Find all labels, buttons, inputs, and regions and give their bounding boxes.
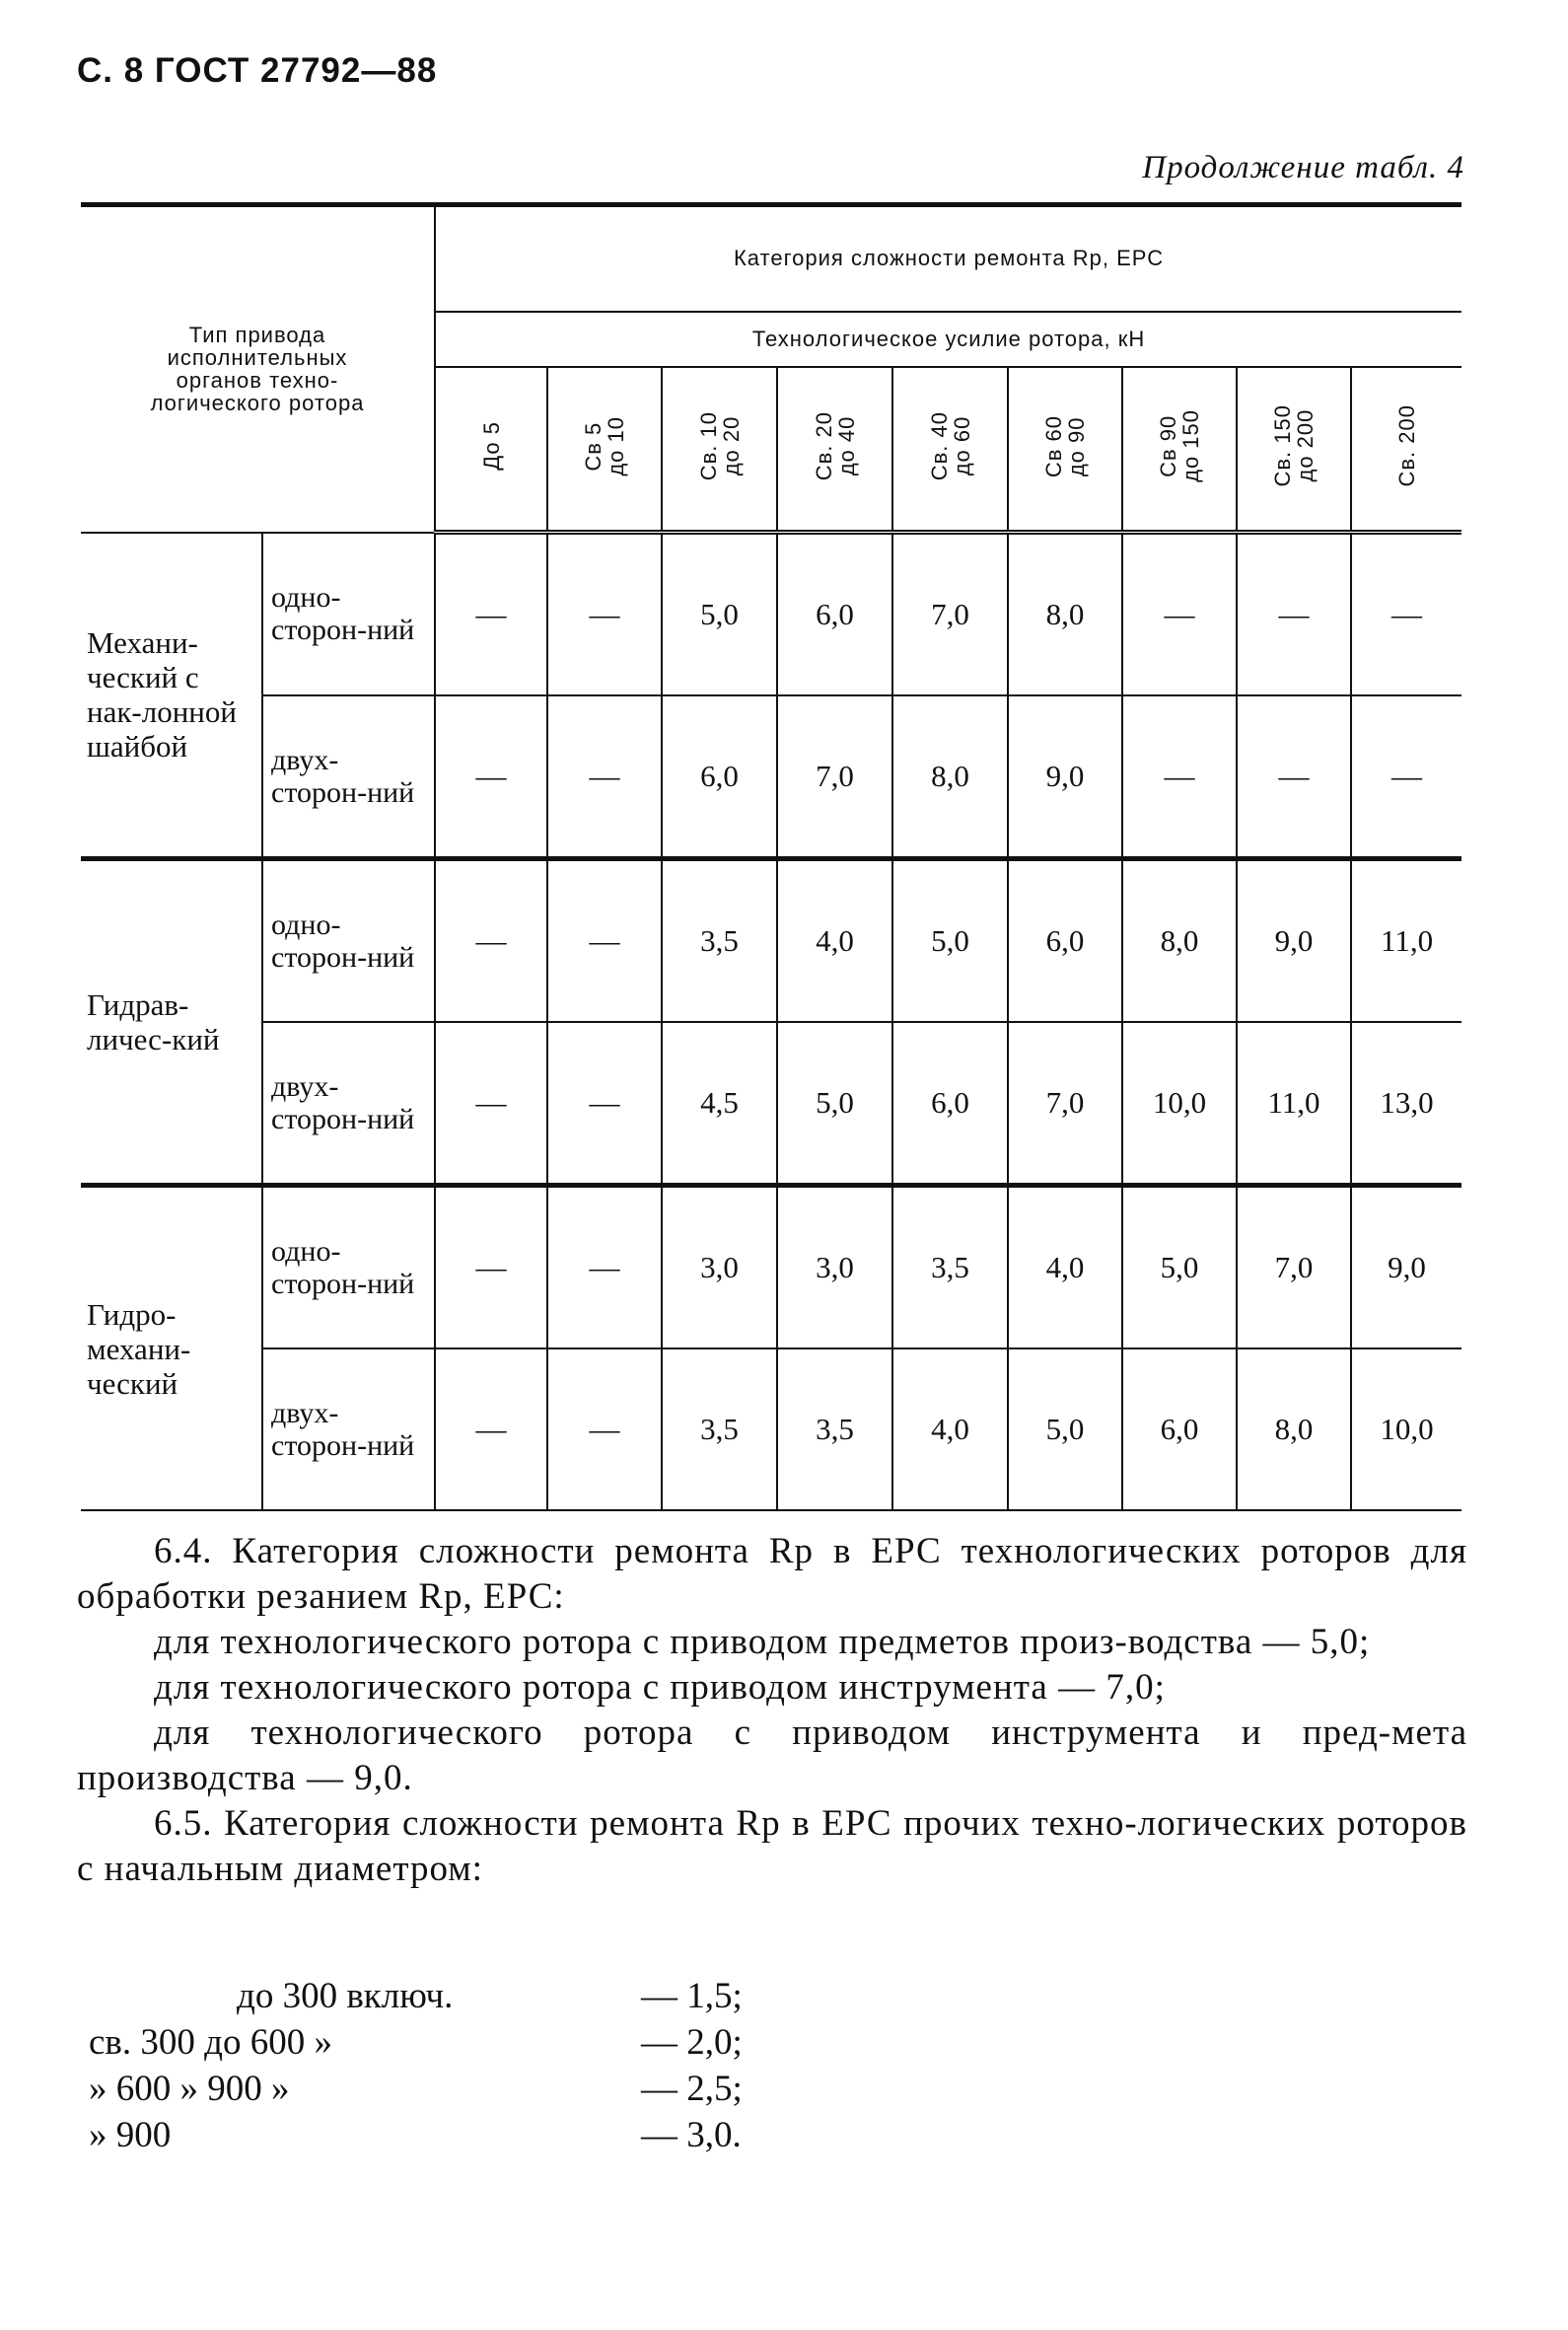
value-cell: — — [547, 695, 662, 859]
type-header-cell — [81, 205, 435, 533]
page-header: С. 8 ГОСТ 27792—88 — [77, 51, 438, 90]
value-cell: 5,0 — [1122, 1186, 1237, 1349]
value-cell: 3,0 — [662, 1186, 777, 1349]
column-header-label: Св. 150 до 200 — [1270, 404, 1319, 487]
value-cell: 3,5 — [662, 859, 777, 1023]
value-cell: 8,0 — [1008, 533, 1122, 696]
value-cell: — — [1237, 695, 1351, 859]
side-cell: двух-сторон-ний — [262, 1348, 435, 1510]
value-cell: 7,0 — [1008, 1022, 1122, 1186]
value-cell: — — [1237, 533, 1351, 696]
value-cell: — — [547, 533, 662, 696]
value-cell: — — [435, 533, 547, 696]
paragraph-6-4: 6.4. Категория сложности ремонта Rр в ЕРС технологических роторов для обработки резанием Rр, ЕРС: — [77, 1531, 1467, 1617]
value-cell: 7,0 — [777, 695, 892, 859]
side-cell: двух-сторон-ний — [262, 695, 435, 859]
side-cell: одно-сторон-ний — [262, 1186, 435, 1349]
table-row — [81, 533, 1461, 696]
value-cell: 8,0 — [1122, 859, 1237, 1023]
value-cell: 5,0 — [662, 533, 777, 696]
diameter-list — [89, 1973, 878, 2158]
value-cell: — — [1351, 695, 1461, 859]
value-cell: 11,0 — [1351, 859, 1461, 1023]
column-header — [1008, 367, 1122, 533]
diameter-row — [89, 2112, 878, 2158]
value-cell: 3,5 — [892, 1186, 1008, 1349]
value-cell: — — [435, 1348, 547, 1510]
column-header-label: До 5 — [478, 421, 504, 472]
value-cell: — — [435, 859, 547, 1023]
diameter-row — [89, 2066, 878, 2112]
column-header-label: Св. 200 — [1394, 404, 1420, 487]
diameter-range: св. 300 до 600 » — [89, 2022, 332, 2063]
diameter-value: — 2,5; — [641, 2069, 743, 2109]
value-cell: 3,5 — [662, 1348, 777, 1510]
paragraph-6-4-b: для технологического ротора с приводом инструмента — 7,0; — [154, 1667, 1166, 1708]
column-header-label: Св. 10 до 20 — [695, 411, 744, 481]
repair-category-table — [81, 202, 1461, 1511]
value-cell: 11,0 — [1237, 1022, 1351, 1186]
column-header-label: Св. 40 до 60 — [926, 411, 974, 481]
force-header: Технологическое усилие ротора, кН — [435, 312, 1461, 367]
value-cell: 9,0 — [1237, 859, 1351, 1023]
body-text — [77, 1529, 1467, 1892]
table-row — [81, 1348, 1461, 1510]
column-header — [1237, 367, 1351, 533]
column-header-label: Св 60 до 90 — [1041, 414, 1090, 477]
value-cell: 5,0 — [777, 1022, 892, 1186]
diameter-row — [89, 1973, 878, 2019]
value-cell: — — [547, 1348, 662, 1510]
value-cell: 3,0 — [777, 1186, 892, 1349]
value-cell: 6,0 — [1008, 859, 1122, 1023]
table-row — [81, 1022, 1461, 1186]
column-header — [435, 367, 547, 533]
value-cell: — — [435, 695, 547, 859]
value-cell: 8,0 — [1237, 1348, 1351, 1510]
column-header-label: Св 90 до 150 — [1156, 409, 1204, 483]
value-cell: 7,0 — [1237, 1186, 1351, 1349]
table-caption: Продолжение табл. 4 — [1142, 150, 1464, 185]
column-header — [892, 367, 1008, 533]
value-cell: 3,5 — [777, 1348, 892, 1510]
value-cell: 7,0 — [892, 533, 1008, 696]
spec-table — [81, 202, 1461, 1511]
category-header: Категория сложности ремонта Rр, ЕРС — [435, 205, 1461, 312]
type-header: Тип привода исполнительных органов техно-логического ротора — [150, 323, 365, 416]
diameter-range: » 600 » 900 » — [89, 2069, 290, 2109]
column-header — [547, 367, 662, 533]
value-cell: 8,0 — [892, 695, 1008, 859]
table-row — [81, 859, 1461, 1023]
diameter-range: » 900 — [89, 2115, 172, 2155]
diameter-value: — 1,5; — [641, 1976, 743, 2016]
value-cell: 6,0 — [892, 1022, 1008, 1186]
value-cell: 5,0 — [1008, 1348, 1122, 1510]
value-cell: — — [1351, 533, 1461, 696]
side-cell: одно-сторон-ний — [262, 859, 435, 1023]
value-cell: — — [547, 859, 662, 1023]
column-header — [1122, 367, 1237, 533]
value-cell: 9,0 — [1351, 1186, 1461, 1349]
value-cell: 10,0 — [1122, 1022, 1237, 1186]
paragraph-6-5: 6.5. Категория сложности ремонта Rр в ЕРС прочих техно-логических роторов с начальным диаметром: — [77, 1803, 1467, 1889]
value-cell: 13,0 — [1351, 1022, 1461, 1186]
column-header-label: Св. 20 до 40 — [811, 411, 859, 481]
value-cell: — — [435, 1186, 547, 1349]
value-cell: 5,0 — [892, 859, 1008, 1023]
value-cell: — — [547, 1022, 662, 1186]
value-cell: — — [1122, 695, 1237, 859]
value-cell: 6,0 — [1122, 1348, 1237, 1510]
column-header-label: Св 5 до 10 — [581, 415, 629, 476]
value-cell: 4,0 — [777, 859, 892, 1023]
table-row — [81, 695, 1461, 859]
diameter-range: до 300 включ. — [237, 1976, 454, 2016]
drive-type-cell: Механи-ческий с нак-лонной шайбой — [81, 533, 262, 859]
column-header — [777, 367, 892, 533]
value-cell: 4,5 — [662, 1022, 777, 1186]
diameter-value: — 3,0. — [641, 2115, 742, 2155]
value-cell: 6,0 — [777, 533, 892, 696]
column-header — [662, 367, 777, 533]
value-cell: 10,0 — [1351, 1348, 1461, 1510]
diameter-row — [89, 2019, 878, 2066]
value-cell: — — [435, 1022, 547, 1186]
table-row — [81, 1186, 1461, 1349]
diameter-value: — 2,0; — [641, 2022, 743, 2063]
drive-type-cell: Гидро-механи-ческий — [81, 1186, 262, 1511]
side-cell: двух-сторон-ний — [262, 1022, 435, 1186]
value-cell: 4,0 — [1008, 1186, 1122, 1349]
value-cell: 6,0 — [662, 695, 777, 859]
side-cell: одно-сторон-ний — [262, 533, 435, 696]
value-cell: — — [1122, 533, 1237, 696]
value-cell: — — [547, 1186, 662, 1349]
value-cell: 4,0 — [892, 1348, 1008, 1510]
column-header — [1351, 367, 1461, 533]
paragraph-6-4-a: для технологического ротора с приводом предметов произ-водства — 5,0; — [154, 1622, 1371, 1662]
drive-type-cell: Гидрав-личес-кий — [81, 859, 262, 1186]
value-cell: 9,0 — [1008, 695, 1122, 859]
paragraph-6-4-c: для технологического ротора с приводом инструмента и пред-мета производства — 9,0. — [77, 1712, 1467, 1798]
